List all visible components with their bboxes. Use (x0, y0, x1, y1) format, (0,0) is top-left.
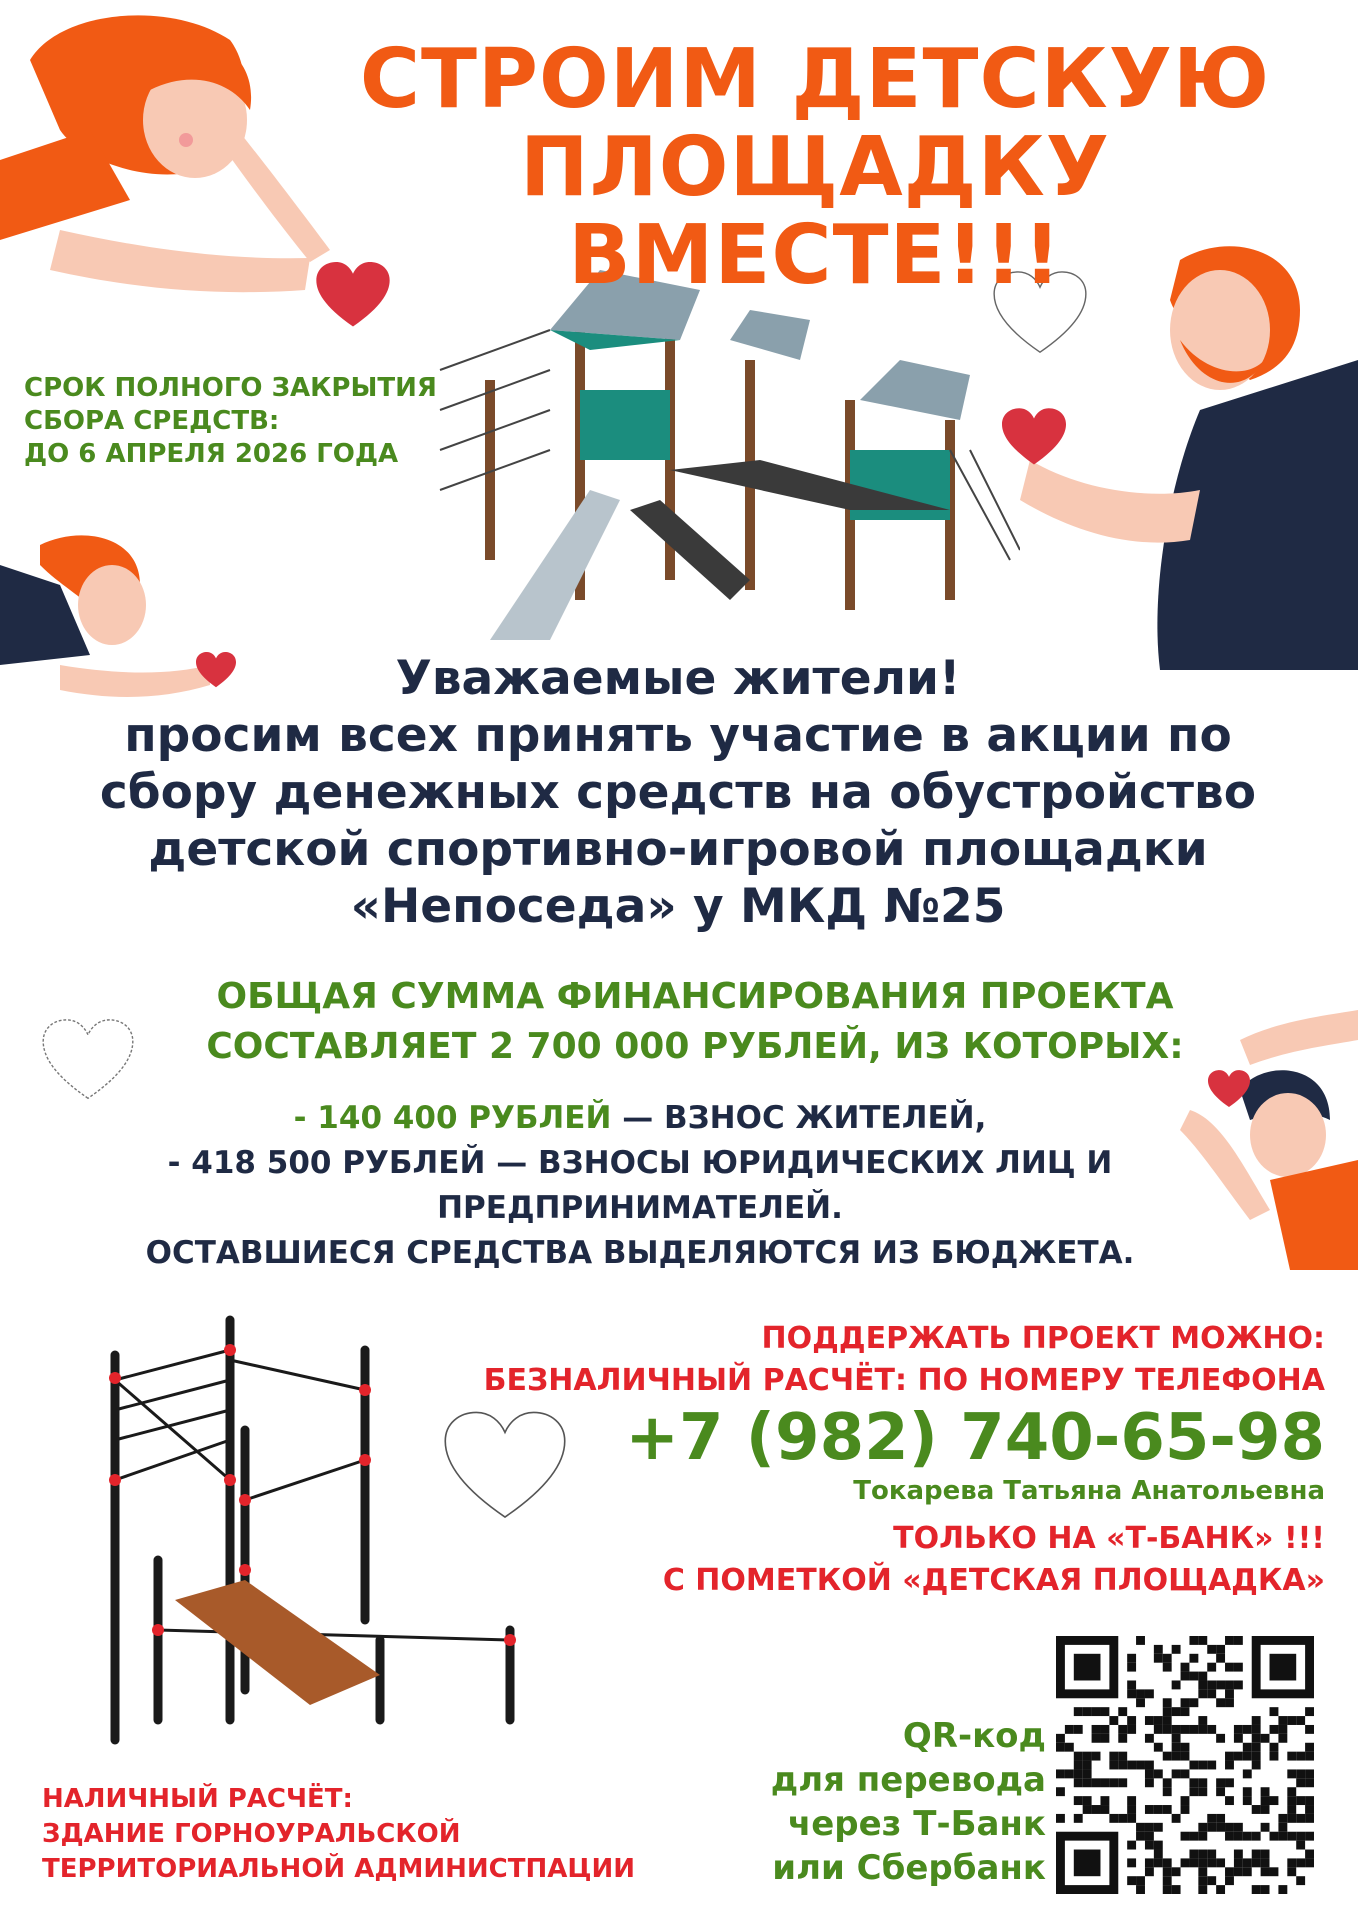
qr-caption-line4: или Сбербанк (772, 1848, 1046, 1888)
breakdown-item1 (60, 1096, 1220, 1141)
deadline-line3: ДО 6 АПРЕЛЯ 2026 ГОДА (24, 439, 399, 469)
deadline-block (24, 372, 464, 471)
breakdown-item2-line1: - 418 500 РУБЛЕЙ — ВЗНОСЫ ЮРИДИЧЕСКИХ ЛИЦ И (167, 1145, 1113, 1181)
account-owner: Токарева Татьяна Анатольевна (853, 1476, 1325, 1506)
breakdown-remainder: ОСТАВШИЕСЯ СРЕДСТВА ВЫДЕЛЯЮТСЯ ИЗ БЮДЖЕТА. (145, 1235, 1135, 1271)
cash-line1: НАЛИЧНЫЙ РАСЧЁТ: (42, 1784, 353, 1814)
support-line1: ПОДДЕРЖАТЬ ПРОЕКТ МОЖНО: (761, 1321, 1325, 1356)
phone-number[interactable]: +7 (982) 740-65-98 (625, 1401, 1325, 1475)
funding-line2: СОСТАВЛЯЕТ 2 700 000 РУБЛЕЙ, ИЗ КОТОРЫХ: (206, 1026, 1184, 1067)
deadline-line1: СРОК ПОЛНОГО ЗАКРЫТИЯ (24, 373, 437, 403)
breakdown-item2-line2: ПРЕДПРИНИМАТЕЛЕЙ. (437, 1190, 843, 1226)
funding-breakdown (60, 1096, 1220, 1276)
poster-title-line2: ПЛОЩАДКУ ВМЕСТЕ!!! (520, 120, 1110, 303)
qr-caption-line2: для перевода (770, 1760, 1046, 1800)
qr-caption (720, 1714, 1046, 1890)
appeal-line2: просим всех принять участие в акции по (124, 708, 1232, 763)
cash-line2: ЗДАНИЕ ГОРНОУРАЛЬСКОЙ (42, 1819, 461, 1849)
funding-line1: ОБЩАЯ СУММА ФИНАНСИРОВАНИЯ ПРОЕКТА (216, 976, 1174, 1017)
breakdown-item1-text: — ВЗНОС ЖИТЕЛЕЙ, (611, 1100, 987, 1136)
appeal-line5: «Непоседа» у МКД №25 (350, 879, 1006, 934)
bank-note-line1: ТОЛЬКО НА «Т-БАНК» !!! (893, 1521, 1325, 1556)
funding-total (120, 972, 1270, 1072)
cash-line3: ТЕРРИТОРИАЛЬНОЙ АДМИНИСТПАЦИИ (42, 1854, 635, 1884)
support-block (420, 1318, 1325, 1402)
bank-note-line2: С ПОМЕТКОЙ «ДЕТСКАЯ ПЛОЩАДКА» (662, 1563, 1325, 1598)
qr-code-graphic (1056, 1636, 1314, 1894)
resident-appeal (28, 650, 1328, 935)
deadline-line2: СБОРА СРЕДСТВ: (24, 406, 280, 436)
appeal-line4: детской спортивно-игровой площадки (148, 822, 1208, 877)
appeal-line1: Уважаемые жители! (395, 651, 961, 706)
poster-title-line1: СТРОИМ ДЕТСКУЮ (359, 32, 1271, 127)
appeal-line3: сбору денежных средств на обустройство (99, 765, 1257, 820)
qr-code[interactable] (1056, 1636, 1314, 1894)
support-line2: БЕЗНАЛИЧНЫЙ РАСЧЁТ: ПО НОМЕРУ ТЕЛЕФОНА (483, 1363, 1325, 1398)
poster-title (300, 32, 1330, 303)
cash-payment-block (42, 1782, 742, 1887)
qr-caption-line1: QR-код (902, 1716, 1046, 1756)
bank-note (560, 1518, 1325, 1602)
qr-caption-line3: через Т-Банк (787, 1804, 1046, 1844)
playground-illustration (430, 260, 1020, 660)
breakdown-item1-amount: - 140 400 РУБЛЕЙ (293, 1100, 612, 1136)
